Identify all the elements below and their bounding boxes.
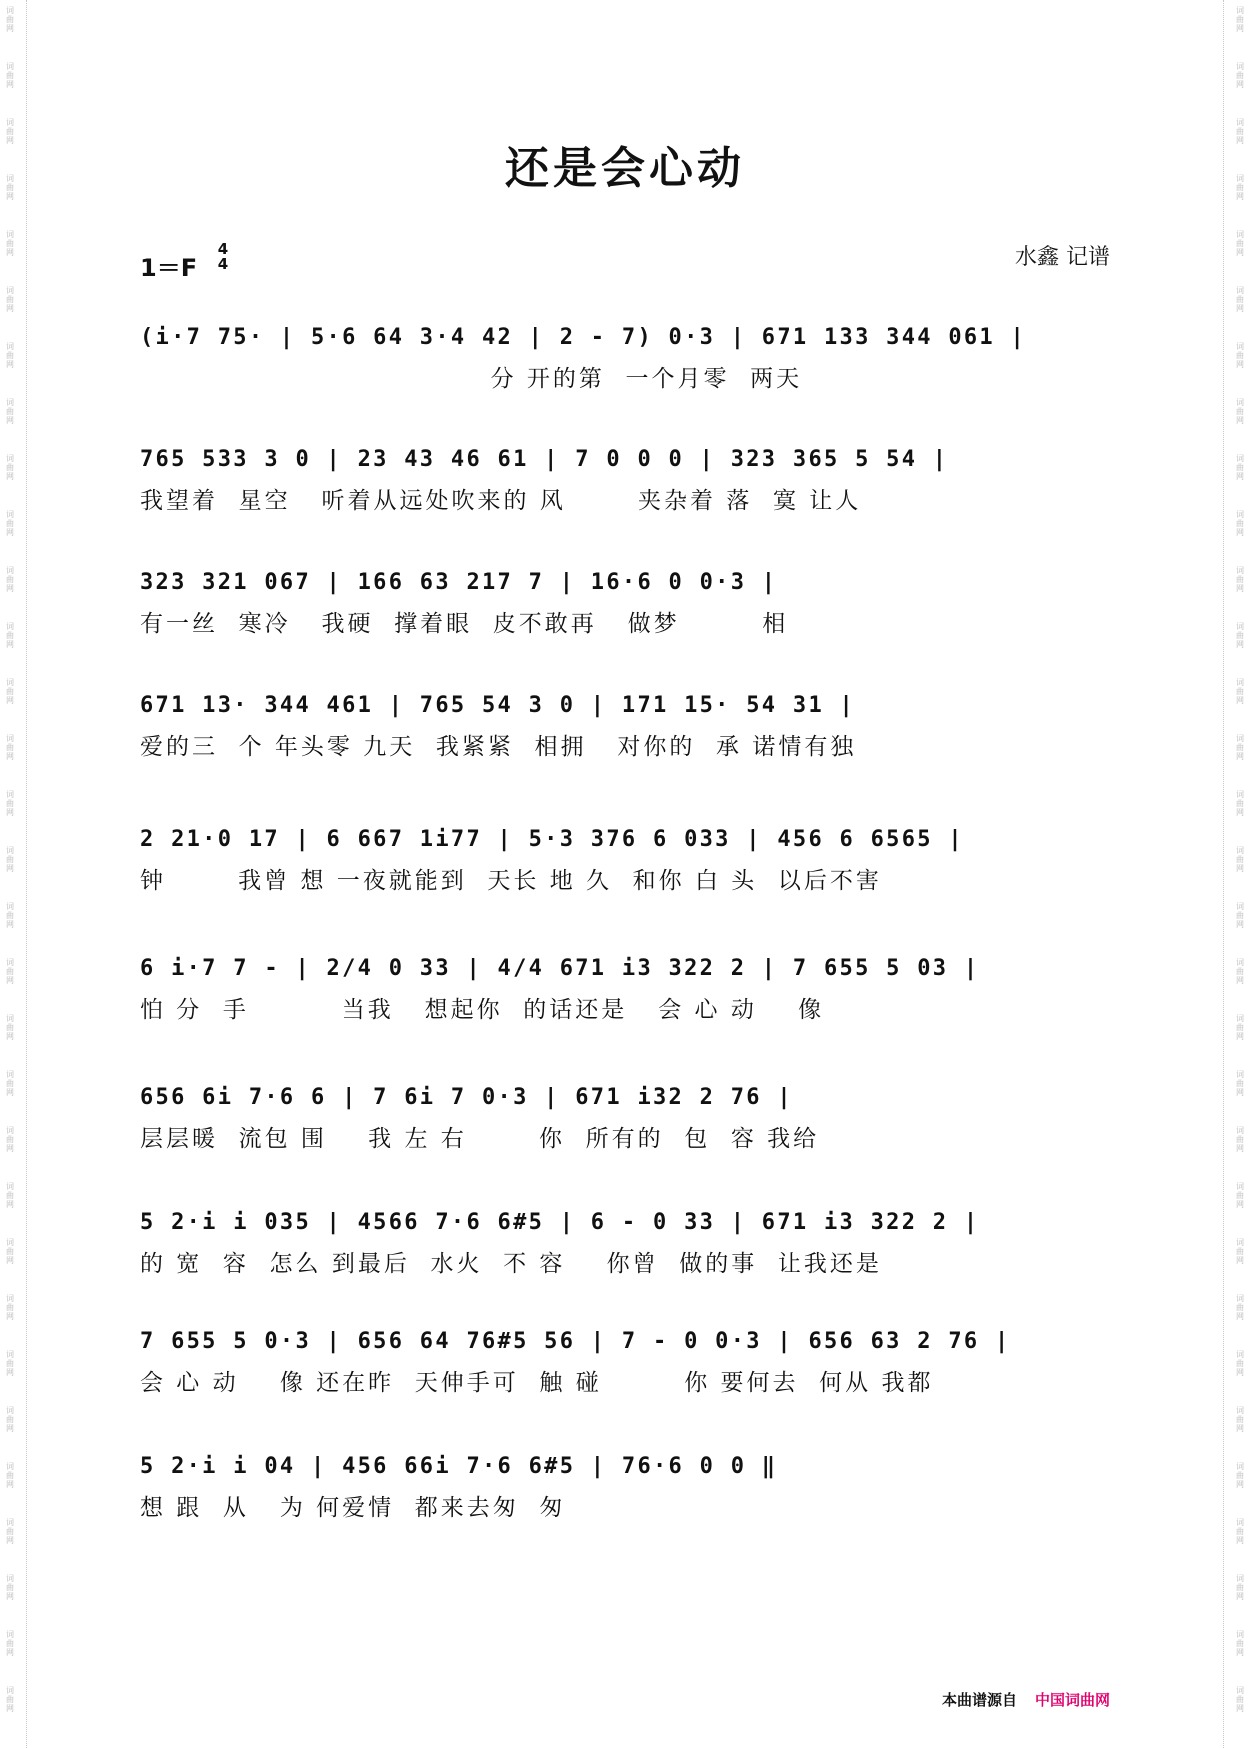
watermark-mark: 词 曲 网 (1236, 1070, 1244, 1097)
watermark-mark: 词 曲 网 (6, 230, 14, 257)
watermark-mark: 词 曲 网 (1236, 678, 1244, 705)
watermark-mark: 词 曲 网 (1236, 1014, 1244, 1041)
watermark-mark: 词 曲 网 (6, 1574, 14, 1601)
watermark-mark: 词 曲 网 (6, 342, 14, 369)
watermark-mark: 词 曲 网 (6, 1630, 14, 1657)
watermark-mark: 词 曲 网 (1236, 846, 1244, 873)
watermark-mark: 词 曲 网 (1236, 566, 1244, 593)
watermark-mark: 词 曲 网 (6, 510, 14, 537)
watermark-mark: 词 曲 网 (6, 1070, 14, 1097)
lyrics-line: 会 心 动 像 还在昨 天伸手可 触 碰 你 要何去 何从 我都 (140, 1370, 934, 1396)
watermark-mark: 词 曲 网 (1236, 62, 1244, 89)
watermark-mark: 词 曲 网 (6, 790, 14, 817)
watermark-mark: 词 曲 网 (6, 454, 14, 481)
lyrics-line: 分 开的第 一个月零 两天 (140, 366, 803, 392)
watermark-mark: 词 曲 网 (1236, 958, 1244, 985)
watermark-mark: 词 曲 网 (1236, 902, 1244, 929)
watermark-mark: 词 曲 网 (6, 1350, 14, 1377)
footer-source (942, 1689, 1110, 1710)
watermark-mark: 词 曲 网 (1236, 118, 1244, 145)
watermark-mark: 词 曲 网 (1236, 622, 1244, 649)
notation-line: 5 2·i i 035 | 4566 7·6 6#5 | 6 - 0 33 | 671 i3 322 2 | (140, 1210, 980, 1235)
lyrics-line: 钟 我曾 想 一夜就能到 天长 地 久 和你 白 头 以后不害 (140, 868, 882, 894)
watermark-mark: 词 曲 网 (1236, 342, 1244, 369)
watermark-mark: 词 曲 网 (1236, 1462, 1244, 1489)
watermark-mark: 词 曲 网 (6, 1462, 14, 1489)
transcriber-credit: 水鑫 记谱 (1015, 245, 1110, 270)
footer-source-label: 本曲谱源自 (941, 1691, 1017, 1709)
time-signature (216, 242, 230, 272)
watermark-mark: 词 曲 网 (6, 622, 14, 649)
watermark-mark: 词 曲 网 (1236, 454, 1244, 481)
watermark-mark: 词 曲 网 (1236, 1238, 1244, 1265)
watermark-mark: 词 曲 网 (6, 846, 14, 873)
watermark-mark: 词 曲 网 (6, 286, 14, 313)
watermark-mark: 词 曲 网 (6, 678, 14, 705)
time-signature-top: 4 (217, 240, 229, 258)
watermark-mark: 词 曲 网 (1236, 286, 1244, 313)
time-signature-bottom: 4 (217, 255, 229, 273)
watermark-mark: 词 曲 网 (1236, 1126, 1244, 1153)
notation-line: 2 21·0 17 | 6 667 1i77 | 5·3 376 6 033 | 456 6 6565 | (140, 827, 964, 852)
lyrics-line: 的 宽 容 怎么 到最后 水火 不 容 你曾 做的事 让我还是 (140, 1251, 882, 1277)
watermark-mark: 词 曲 网 (1236, 790, 1244, 817)
notation-line: 656 6i 7·6 6 | 7 6i 7 0·3 | 671 i32 2 76 | (140, 1085, 793, 1110)
notation-line: 323 321 067 | 166 63 217 7 | 16·6 0 0·3 | (140, 570, 778, 595)
watermark-mark: 词 曲 网 (6, 1126, 14, 1153)
watermark-mark: 词 曲 网 (1236, 1630, 1244, 1657)
watermark-mark: 词 曲 网 (6, 1406, 14, 1433)
watermark-mark: 词 曲 网 (6, 902, 14, 929)
watermark-mark: 词 曲 网 (1236, 1406, 1244, 1433)
watermark-mark: 词 曲 网 (1236, 1686, 1244, 1713)
watermark-mark: 词 曲 网 (6, 734, 14, 761)
watermark-mark: 词 曲 网 (6, 1294, 14, 1321)
watermark-mark: 词 曲 网 (1236, 1350, 1244, 1377)
notation-line: 6 i·7 7 - | 2/4 0 33 | 4/4 671 i3 322 2 | 7 655 5 03 | (140, 956, 980, 981)
watermark-mark: 词 曲 网 (6, 1518, 14, 1545)
watermark-mark: 词 曲 网 (6, 1686, 14, 1713)
watermark-mark: 词 曲 网 (1236, 1294, 1244, 1321)
watermark-mark: 词 曲 网 (1236, 398, 1244, 425)
song-title: 还是会心动 (505, 143, 745, 194)
watermark-mark: 词 曲 网 (6, 118, 14, 145)
watermark-mark: 词 曲 网 (6, 1014, 14, 1041)
notation-line: (i·7 75· | 5·6 64 3·4 42 | 2 - 7) 0·3 | 671 133 344 061 | (140, 325, 1027, 350)
watermark-mark: 词 曲 网 (1236, 510, 1244, 537)
lyrics-line: 有一丝 寒冷 我硬 撑着眼 皮不敢再 做梦 相 (140, 611, 789, 637)
watermark-mark: 词 曲 网 (1236, 734, 1244, 761)
watermark-mark: 词 曲 网 (6, 174, 14, 201)
watermark-mark: 词 曲 网 (1236, 174, 1244, 201)
notation-line: 671 13· 344 461 | 765 54 3 0 | 171 15· 54 31 | (140, 693, 856, 718)
notation-line: 5 2·i i 04 | 456 66i 7·6 6#5 | 76·6 0 0 ‖ (140, 1454, 778, 1479)
watermark-mark: 词 曲 网 (6, 1182, 14, 1209)
lyrics-line: 层层暖 流包 围 我 左 右 你 所有的 包 容 我给 (140, 1126, 820, 1152)
watermark-mark: 词 曲 网 (6, 62, 14, 89)
key-signature: 1＝F (140, 254, 198, 282)
notation-line: 765 533 3 0 | 23 43 46 61 | 7 0 0 0 | 323 365 5 54 | (140, 447, 949, 472)
watermark-mark: 词 曲 网 (6, 398, 14, 425)
watermark-mark: 词 曲 网 (1236, 1574, 1244, 1601)
watermark-mark: 词 曲 网 (6, 566, 14, 593)
watermark-mark: 词 曲 网 (6, 6, 14, 33)
notation-line: 7 655 5 0·3 | 656 64 76#5 56 | 7 - 0 0·3 | 656 63 2 76 | (140, 1329, 1011, 1354)
watermark-mark: 词 曲 网 (1236, 1518, 1244, 1545)
lyrics-line: 想 跟 从 为 何爱情 都来去匆 匆 (140, 1495, 566, 1521)
footer-site-link[interactable]: 中国词曲网 (1034, 1691, 1110, 1709)
lyrics-line: 怕 分 手 当我 想起你 的话还是 会 心 动 像 (140, 997, 825, 1023)
watermark-mark: 词 曲 网 (1236, 6, 1244, 33)
watermark-mark: 词 曲 网 (1236, 1182, 1244, 1209)
watermark-mark: 词 曲 网 (1236, 230, 1244, 257)
lyrics-line: 爱的三 个 年头零 九天 我紧紧 相拥 对你的 承 诺情有独 (140, 734, 857, 760)
lyrics-line: 我望着 星空 听着从远处吹来的 风 夹杂着 落 寞 让人 (140, 488, 862, 514)
watermark-mark: 词 曲 网 (6, 1238, 14, 1265)
watermark-mark: 词 曲 网 (6, 958, 14, 985)
